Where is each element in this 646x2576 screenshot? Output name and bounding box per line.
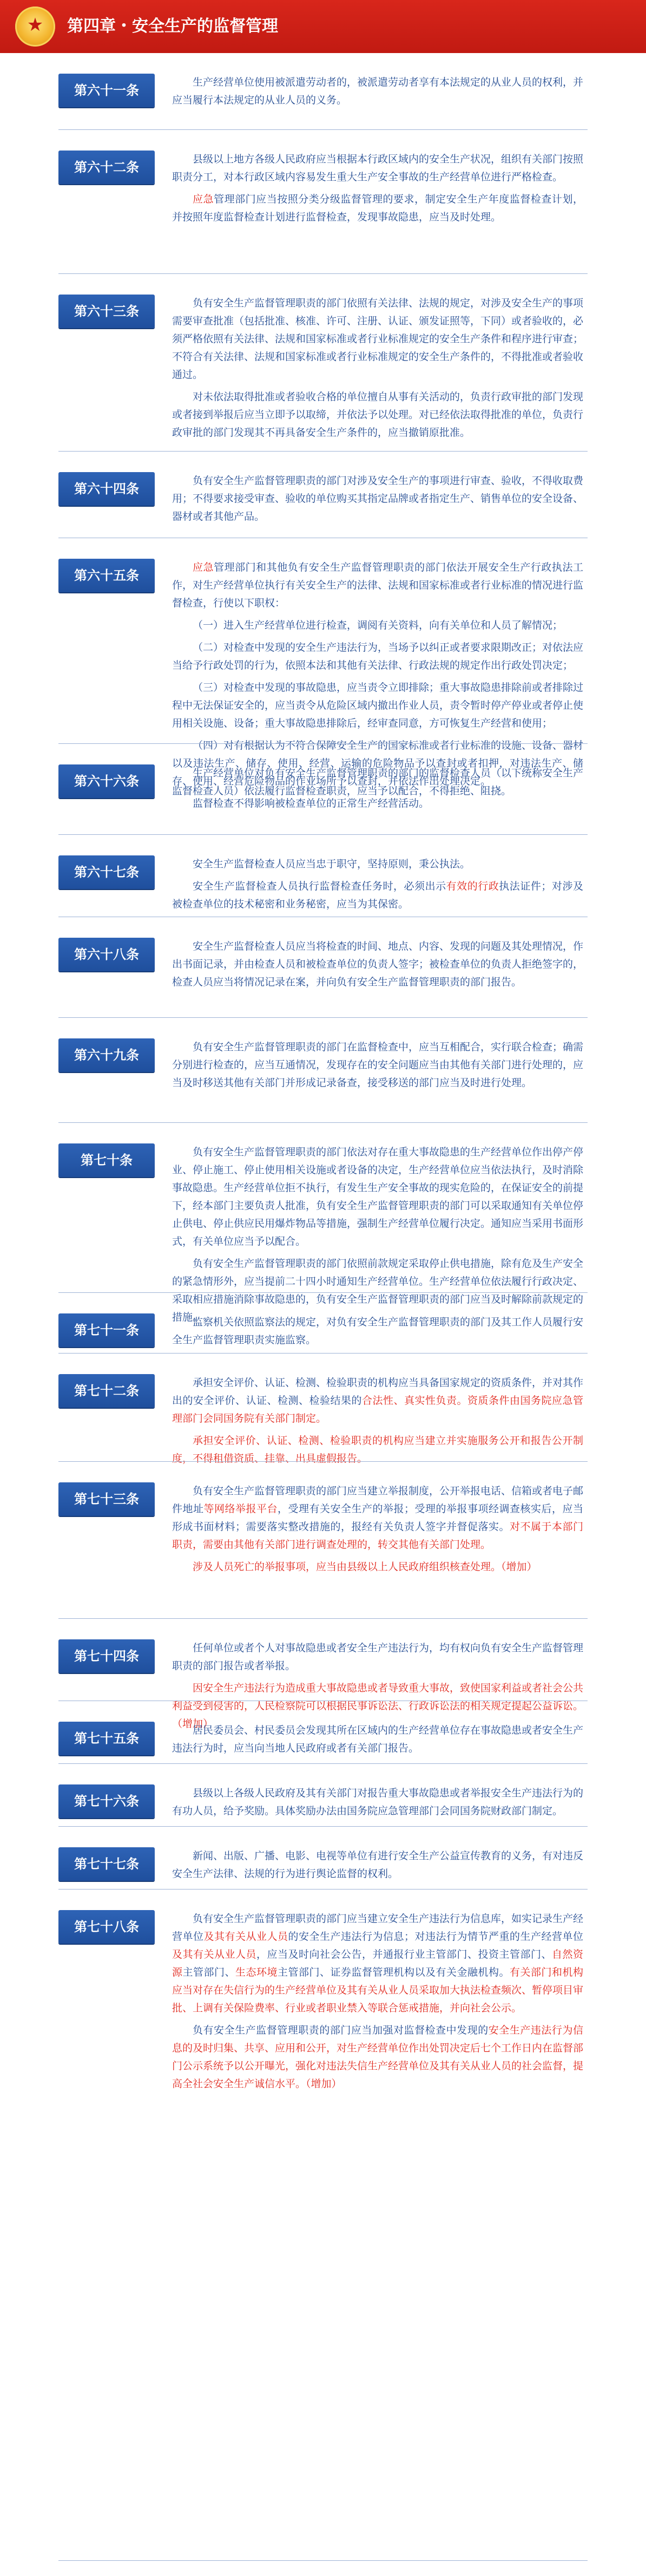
article-text: 监察机关依照监察法的规定，对负有安全生产监督管理职责的部门及其工作人员履行安全生产监督管理职责实施监察。 (172, 1316, 584, 1346)
article-text: 负有安全生产监督管理职责的部门依照有关法律、法规的规定，对涉及安全生产的事项需要审查批准（包括批准、核准、许可、注册、认证、颁发证照等，下同）或者验收的，必须严格依照有关法律、法规和国家标准或者行业标准规定的安全生产条件和程序进行审查；不符合有关法律、法规和国家标准或者行业标准规定的安全生产条件的，不得批准或者验收通过。 (172, 297, 584, 381)
article-body (172, 151, 583, 231)
article-paragraph (172, 1038, 583, 1092)
article-number-label: 第七十七条 (58, 1847, 155, 1881)
article-number-label: 第六十五条 (58, 559, 155, 592)
highlighted-text: 安全生产违法行为信息的及时归集、共享、应用和公开，对生产经营单位作出处罚决定后七个工作日内在监督部门公示系统予以公开曝光，强化对违法失信生产经营单位及其有关从业人员的社会监督，提高全社会安全生产诚信水平。（增加） (172, 2024, 584, 2090)
article-paragraph (172, 295, 583, 384)
article-body (172, 1847, 583, 1887)
article-block (0, 1827, 646, 1889)
article-text: 执法证件；对涉及被检查单位的技术秘密和业务秘密，应当为其保密。 (172, 880, 583, 910)
article-block (0, 744, 646, 835)
article-block (0, 835, 646, 917)
article-number-label: 第七十二条 (58, 1374, 155, 1408)
chapter-header (0, 0, 646, 53)
article-body (172, 1482, 583, 1580)
article-paragraph (172, 1143, 583, 1251)
highlighted-text: 有关部门和机构应当对存在失信行为的生产经营单位及其有关从业人员采取加大执法检查频次、暂停项目审批、上调有关保险费率、行业或者职业禁入等联合惩戒措施，并向社会公示。 (172, 1966, 584, 2014)
article-text: 主管部门、 (182, 1966, 235, 1978)
article-block (0, 1018, 646, 1123)
article-body (172, 1784, 583, 1825)
article-block (0, 452, 646, 538)
article-paragraph (172, 151, 583, 186)
article-paragraph (172, 1722, 583, 1757)
article-block (0, 1764, 646, 1827)
article-text: 负有安全生产监督管理职责的部门依法对存在重大事故隐患的生产经营单位作出停产停业、停止施工、停止使用相关设施或者设备的决定，生产经营单位应当依法执行，及时消除事故隐患。生产经营单位拒不执行，有发生生产安全事故的现实危险的，在保证安全的前提下，经本部门主要负责人批准，负有安全生产监督管理职责的部门可以采取通知有关单位停止供电、停止供应民用爆炸物品等措施，强制生产经营单位履行决定。通知应当采用书面形式，有关单位应当予以配合。 (172, 1146, 584, 1247)
article-paragraph (172, 472, 583, 526)
article-text: ，应当及时向社会公告，并通报行业主管部门、投资主管部门、 (256, 1949, 552, 1960)
highlighted-text: 有效的行政 (446, 880, 499, 892)
article-number-label: 第六十二条 (58, 151, 155, 184)
article-body (172, 1722, 583, 1762)
article-text: （三）对检查中发现的事故隐患，应当责令立即排除；重大事故隐患排除前或者排除过程中无法保证安全的，应当责令从危险区域内撤出作业人员，责令暂时停产停业或者停止使用相关设施、设备；重大事故隐患排除后，经审查同意，方可恢复生产经营和使用； (172, 682, 584, 729)
article-text: 安全生产监督检查人员应当将检查的时间、地点、内容、发现的问题及其处理情况，作出书面记录，并由检查人员和被检查单位的负责人签字；被检查单位的负责人拒绝签字的，检查人员应当将情况记录在案，并向负有安全生产监督管理职责的部门报告。 (172, 940, 584, 988)
article-paragraph (172, 639, 583, 675)
article-block (0, 917, 646, 1018)
article-number-label: 第七十四条 (58, 1639, 155, 1673)
article-paragraph (172, 878, 583, 913)
article-paragraph (172, 191, 583, 226)
article-paragraph (172, 1313, 583, 1349)
article-number-label: 第六十九条 (58, 1038, 155, 1072)
highlighted-text: 生态环境 (235, 1966, 278, 1978)
article-paragraph (172, 1847, 583, 1883)
article-paragraph (172, 559, 583, 612)
article-body (172, 764, 583, 805)
article-body (172, 74, 583, 114)
highlighted-text: 等网络举报平台 (203, 1503, 278, 1515)
national-emblem-icon: ★ (15, 6, 55, 47)
article-body (172, 295, 583, 446)
article-number-label: 第七十条 (58, 1143, 155, 1177)
article-text: （二）对检查中发现的安全生产违法行为，当场予以纠正或者要求限期改正；对依法应当给予行政处罚的行为，依照本法和其他有关法律、行政法规的规定作出行政处罚决定； (172, 642, 584, 671)
article-block (0, 1462, 646, 1619)
article-body (172, 1313, 583, 1354)
article-paragraph (172, 1558, 583, 1576)
article-number-label: 第七十三条 (58, 1482, 155, 1516)
article-paragraph (172, 1482, 583, 1554)
highlighted-text: 应急 (193, 193, 214, 205)
article-text: 承担安全评价、认证、检测、检验职责的机构应当具备国家规定的资质条件，并对其作出的安全评价、认证、检测、检验结果的 (172, 1377, 584, 1407)
highlighted-text: 合法性、真实性负责。资质条件由国务院应急管理部门会同国务院有关部门制定。 (172, 1395, 583, 1424)
article-text: 负有安全生产监督管理职责的部门应当建立举报制度，公开举报电话、信箱或者电子邮件地址 (172, 1485, 584, 1515)
article-paragraph (172, 938, 583, 991)
article-text: 生产经营单位对负有安全生产监督管理职责的部门的监督检查人员（以下统称安全生产监督检查人员）依法履行监督检查职责，应当予以配合，不得拒绝、阻挠。 (172, 767, 584, 797)
highlighted-text: 及其有关从业人员 (203, 1931, 288, 1943)
highlighted-text: 及其有关从业人员 (172, 1949, 256, 1960)
highlighted-text: 涉及人员死亡的举报事项，应当由县级以上人民政府组织核查处理。（增加） (193, 1561, 537, 1573)
article-paragraph (172, 1784, 583, 1820)
article-number-label: 第六十三条 (58, 295, 155, 328)
article-number-label: 第六十一条 (58, 74, 155, 107)
article-text: 新闻、出版、广播、电影、电视等单位有进行安全生产公益宣传教育的义务，有对违反安全生产法律、法规的行为进行舆论监督的权利。 (172, 1850, 584, 1880)
article-number-label: 第七十五条 (58, 1722, 155, 1755)
chapter-title: 第四章・安全生产的监督管理 (67, 17, 278, 36)
article-body (172, 1910, 583, 2097)
article-body (172, 855, 583, 918)
article-body (172, 1374, 583, 1472)
highlighted-text: 对不属于本部门职责，需要由其他有关部门进行调查处理的，转交其他有关部门处理。 (172, 1521, 583, 1551)
highlighted-text: 承担安全评价、认证、检测、检验职责的机构应当建立并实施服务公开和报告公开制度，不得租借资质、挂靠、出具虚假报告。 (172, 1435, 583, 1464)
highlighted-text: 应急 (193, 561, 214, 573)
highlighted-text: 自然资源 (172, 1949, 583, 1978)
article-text: 负有安全生产监督管理职责的部门依照前款规定采取停止供电措施，除有危及生产安全的紧急情形外，应当提前二十四小时通知生产经营单位。生产经营单位依法履行行政决定、采取相应措施消除事故隐患的，负有安全生产监督管理职责的部门应当及时解除前款规定的措施。 (172, 1258, 584, 1323)
article-text: 任何单位或者个人对事故隐患或者安全生产违法行为，均有权向负有安全生产监督管理职责的部门报告或者举报。 (172, 1642, 584, 1672)
article-body (172, 1038, 583, 1096)
article-text: 的安全生产违法行为信息；对违法行为情节严重的生产经营单位 (288, 1931, 583, 1943)
article-block (0, 130, 646, 274)
article-text: ，受理有关安全生产的举报；受理的举报事项经调查核实后，应当形成书面材料；需要落实整改措施的，报经有关负责人签字并督促落实。 (172, 1503, 583, 1533)
article-paragraph (172, 679, 583, 733)
article-text: 负有安全生产监督管理职责的部门在监督检查中，应当互相配合，实行联合检查；确需分别进行检查的，应当互通情况，发现存在的安全问题应当由其他有关部门进行处理的，应当及时移送其他有关部门并形成记录备查，接受移送的部门应当及时进行处理。 (172, 1041, 584, 1089)
article-block (0, 1123, 646, 1323)
article-text: 居民委员会、村民委员会发现其所在区域内的生产经营单位存在事故隐患或者安全生产违法行为时，应当向当地人民政府或者有关部门报告。 (172, 1724, 584, 1754)
article-text: 负有安全生产监督管理职责的部门对涉及安全生产的事项进行审查、验收，不得收取费用；不得要求接受审查、验收的单位购买其指定品牌或者指定生产、销售单位的安全设备、器材或者其他产品。 (172, 475, 584, 522)
article-number-label: 第六十六条 (58, 764, 155, 798)
article-text: 安全生产监督检查人员执行监督检查任务时，必须出示 (193, 880, 446, 892)
article-text: 县级以上地方各级人民政府应当根据本行政区域内的安全生产状况，组织有关部门按照职责分工，对本行政区域内容易发生重大生产安全事故的生产经营单位进行严格检查。 (172, 153, 584, 183)
article-body (172, 938, 583, 996)
article-block (0, 1889, 646, 2561)
article-block (0, 1354, 646, 1462)
article-text: 管理部门和其他负有安全生产监督管理职责的部门依法开展安全生产行政执法工作，对生产经营单位执行有关安全生产的法律、法规和国家标准或者行业标准的情况进行监督检查，行使以下职权： (172, 561, 584, 609)
article-number-label: 第六十七条 (58, 855, 155, 889)
article-paragraph (172, 617, 583, 635)
article-paragraph (172, 855, 583, 873)
article-paragraph (172, 1910, 583, 2017)
article-text: 对未依法取得批准或者验收合格的单位擅自从事有关活动的，负责行政审批的部门发现或者接到举报后应当立即予以取缔，并依法予以处理。对已经依法取得批准的单位，负责行政审批的部门发现其不再具备安全生产条件的，应当撤销原批准。 (172, 391, 584, 439)
article-body (172, 472, 583, 530)
article-paragraph (172, 2022, 583, 2093)
article-paragraph (172, 388, 583, 442)
article-text: （一）进入生产经营单位进行检查，调阅有关资料，向有关单位和人员了解情况； (193, 619, 563, 631)
article-paragraph (172, 74, 583, 109)
article-block (0, 1293, 646, 1354)
article-block (0, 1701, 646, 1764)
highlighted-text: 因安全生产违法行为造成重大事故隐患或者导致重大事故，致使国家利益或者社会公共利益受到侵害的，人民检察院可以根据民事诉讼法、行政诉讼法的相关规定提起公益诉讼。（增加） (172, 1682, 584, 1730)
article-number-label: 第六十八条 (58, 938, 155, 971)
article-paragraph (172, 1374, 583, 1428)
article-divider (58, 2560, 588, 2561)
article-paragraph (172, 764, 583, 800)
article-text: （四）对有根据认为不符合保障安全生产的国家标准或者行业标准的设施、设备、器材以及违法生产、储存、使用、经营、运输的危险物品予以查封或者扣押，对违法生产、储存、使用、经营危险物品的作业场所予以查封，并依法作出处理决定。 (172, 740, 584, 787)
article-text: 县级以上各级人民政府及其有关部门对报告重大事故隐患或者举报安全生产违法行为的有功人员，给予奖励。具体奖励办法由国务院应急管理部门会同国务院财政部门制定。 (172, 1787, 584, 1817)
article-block (0, 274, 646, 452)
article-text: 生产经营单位使用被派遣劳动者的，被派遣劳动者享有本法规定的从业人员的权利，并应当履行本法规定的从业人员的义务。 (172, 76, 584, 106)
article-number-label: 第六十四条 (58, 472, 155, 506)
article-block (0, 1619, 646, 1730)
article-text: 主管部门、证券监督管理机构以及有关金融机构。 (278, 1966, 510, 1978)
article-text: 管理部门应当按照分类分级监督管理的要求，制定安全生产年度监督检查计划，并按照年度监督检查计划进行监督检查，发现事故隐患，应当及时处理。 (172, 193, 583, 223)
article-text: 负有安全生产监督管理职责的部门应当建立安全生产违法行为信息库，如实记录生产经营单位 (172, 1913, 584, 1943)
article-text: 监督检查不得影响被检查单位的正常生产经营活动。 (193, 797, 430, 809)
article-number-label: 第七十一条 (58, 1313, 155, 1347)
article-number-label: 第七十八条 (58, 1910, 155, 1944)
article-block (0, 53, 646, 130)
article-text: 负有安全生产监督管理职责的部门应当加强对监督检查中发现的 (193, 2024, 489, 2036)
article-text: 安全生产监督检查人员应当忠于职守，坚持原则，秉公执法。 (193, 858, 471, 870)
article-number-label: 第七十六条 (58, 1784, 155, 1818)
article-paragraph (172, 1639, 583, 1675)
